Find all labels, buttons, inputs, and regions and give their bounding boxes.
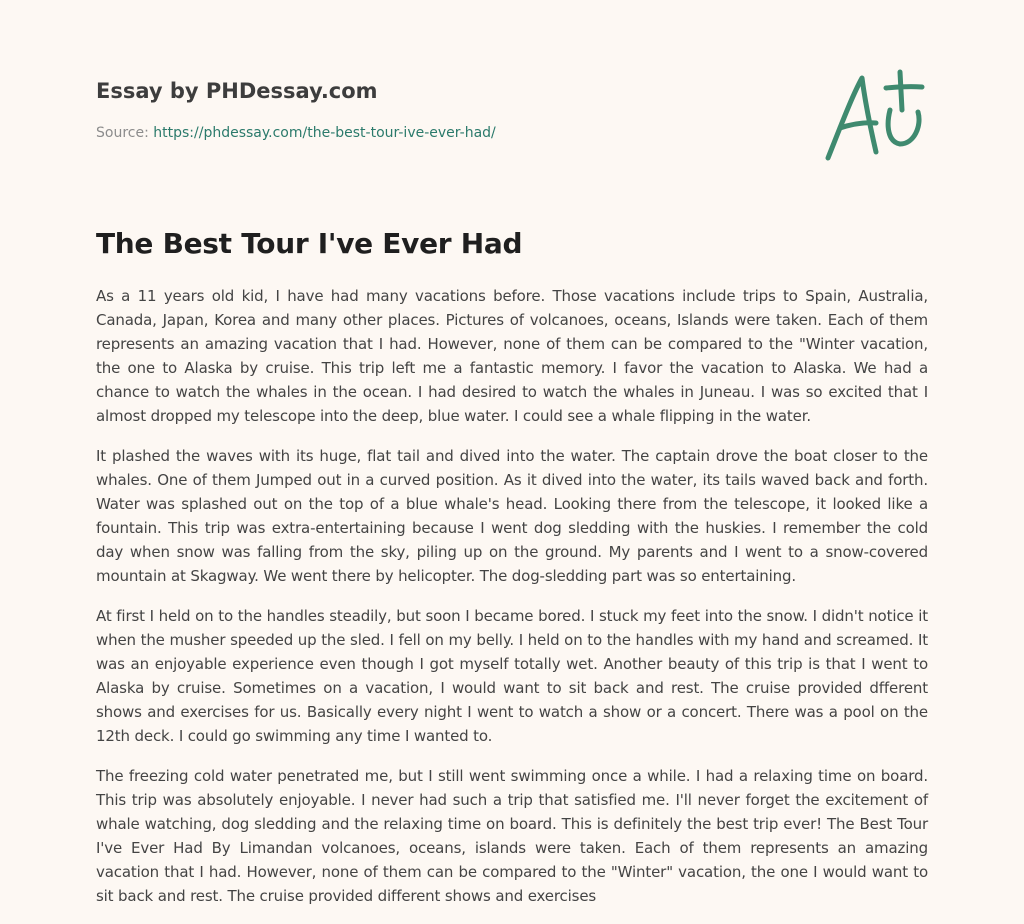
brand-title: Essay by PHDessay.com: [96, 79, 378, 103]
essay-body: [96, 284, 928, 924]
a-plus-grade-icon: [818, 66, 928, 166]
source-link[interactable]: https://phdessay.com/the-best-tour-ive-ever-had/: [153, 125, 496, 141]
essay-paragraph: As a 11 years old kid, I have had many vacations before. Those vacations include trips to Spain, Australia, Canada, Japan, Korea and many other places. Pictures of volcanoes, oceans, Islands were taken. Each of them represents an amazing vacation that I had. However, none of them can be compared to the "Winter vacation, the one to Alaska by cruise. This trip left me a fantastic memory. I favor the vacation to Alaska. We had a chance to watch the whales in the ocean. I had desired to watch the whales in Juneau. I was so excited that I almost dropped my telescope into the deep, blue water. I could see a whale flipping in the water.: [96, 287, 928, 425]
essay-paragraph: It plashed the waves with its huge, flat tail and dived into the water. The captain drove the boat closer to the whales. One of them Jumped out in a curved position. As it dived into the water, its tails waved back and forth. Water was splashed out on the top of a blue whale's head. Looking there from the telescope, it looked like a fountain. This trip was extra-entertaining because I went dog sledding with the huskies. I remember the cold day when snow was falling from the sky, piling up on the ground. My parents and I went to a snow-covered mountain at Skagway. We went there by helicopter. The dog-sledding part was so entertaining.: [96, 447, 928, 585]
essay-paragraph: The freezing cold water penetrated me, but I still went swimming once a while. I had a relaxing time on board. This trip was absolutely enjoyable. I never had such a trip that satisfied me. I'll never forget the excitement of whale watching, dog sledding and the relaxing time on board. This is definitely the best trip ever! The Best Tour I've Ever Had By Limandan volcanoes, oceans, islands were taken. Each of them represents an amazing vacation that I had. However, none of them can be compared to the "Winter" vacation, the one I would want to sit back and rest. The cruise provided different shows and exercises: [96, 767, 928, 905]
source-line: [96, 124, 796, 142]
essay-title: The Best Tour I've Ever Had: [96, 227, 523, 260]
source-label: Source:: [96, 125, 149, 141]
document-header: [96, 78, 796, 142]
essay-paragraph: At first I held on to the handles steadily, but soon I became bored. I stuck my feet into the snow. I didn't notice it when the musher speeded up the sled. I fell on my belly. I held on to the handles with my hand and screamed. It was an enjoyable experience even though I got myself totally wet. Another beauty of this trip is that I went to Alaska by cruise. Sometimes on a vacation, I would want to sit back and rest. The cruise provided dfferent shows and exercises for us. Basically every night I went to watch a show or a concert. There was a pool on the 12th deck. I could go swimming any time I wanted to.: [96, 607, 928, 745]
